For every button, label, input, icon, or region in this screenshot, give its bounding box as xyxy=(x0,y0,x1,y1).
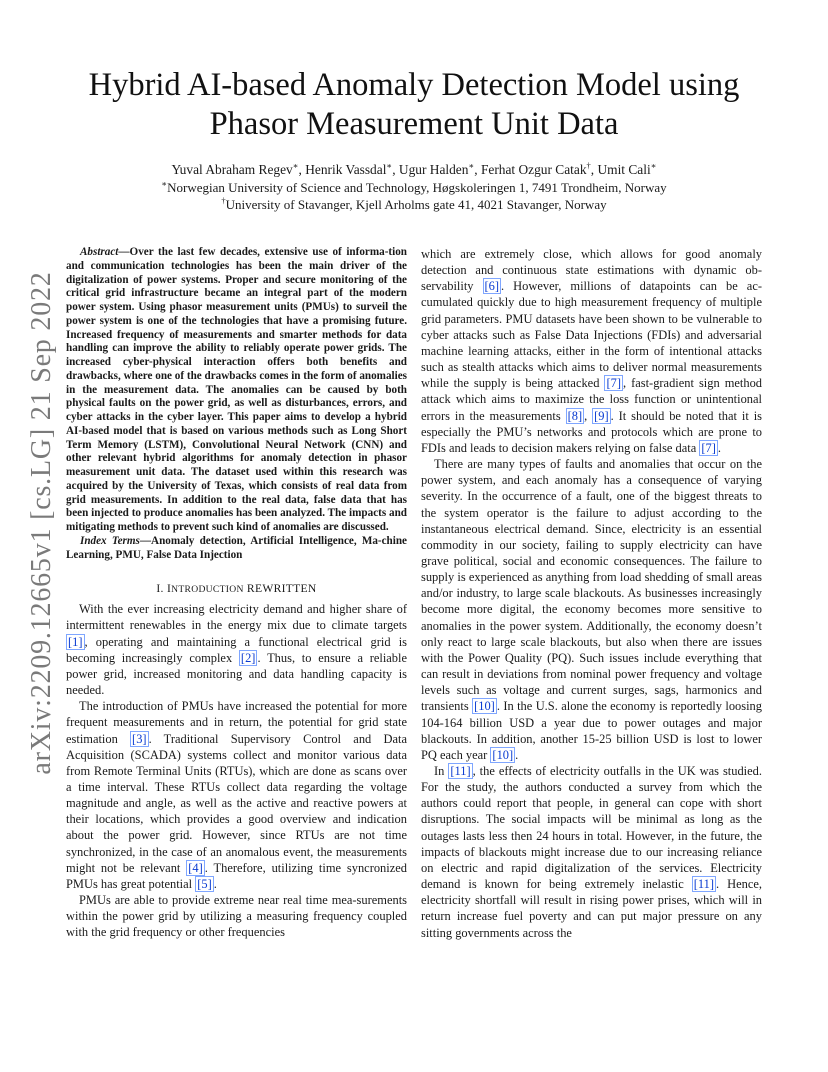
citation-link[interactable]: [3] xyxy=(132,731,147,746)
text-run: . Thus, to ensure a reliable power grid, increased monitoring and data handling capacity is needed. xyxy=(66,650,407,698)
text-run: , operating and maintaining a functional electrical grid is becoming increasingly complex xyxy=(66,634,407,665)
title-line-2: Phasor Measurement Unit Data xyxy=(209,106,619,142)
text-run: The introduction of PMUs have increased the potential for more frequent measurements and in return, the potential for grid state estimation xyxy=(66,699,407,746)
author-name: Ferhat Ozgur Catak xyxy=(480,162,587,177)
text-run: . xyxy=(717,440,722,455)
affiliation-ntnu xyxy=(0,180,828,196)
citation-link[interactable]: [6] xyxy=(484,279,500,294)
affiliation-mark: ∗ xyxy=(468,160,475,171)
text-run: , the effects of electricity outfalls in the UK was studied. For the study, the authors conducted a survey from which the authors could report that people, in general can cope with short disruptions. The social impacts will be minimal as long as the outages lasts less then 24 hours in total. However, in the future, the impacts of blackouts might increase due to our increasing reliance on electric and rapid digitalization of the services. Electricity demand is known for being extremely inelastic xyxy=(421,764,762,892)
section-initial: I xyxy=(166,582,172,596)
author-name: Ugur Halden xyxy=(398,162,469,177)
text-run: . xyxy=(213,876,217,891)
affiliation-text: University of Stavanger, Kjell Arholms gate 41, 4021 Stavanger, Norway xyxy=(225,197,607,212)
citation-link[interactable]: [1] xyxy=(68,634,83,649)
affiliation-mark: † xyxy=(586,160,591,171)
text-run: . Hence, electricity shortfall will result in rising power prises, which will in return increase fuel poverty and can put major pressure on any sitting governments across the xyxy=(421,877,763,940)
abstract-text: —Over the last few decades, extensive use of informa-tion and communication technologies has been the main driver of the digitalization of power systems. Proper and secure monitoring of the critical grid infrastructure became an integral part of the modern power system. Using phasor measurement units (PMUs) to surveil the power system is one of the technologies that have a promising future. Increased frequency of measurements and smarter methods for data handling can improve the ability to reliably operate power grids. The increased cyber-physical interaction offers both benefits and drawbacks, where one of the drawbacks comes in the form of anomalies in the measurement data. The anomalies can be caused by both physical faults on the power grid, as well as disturbances, errors, and cyber attacks in the cyber layer. This paper aims to develop a hybrid AI-based model that is based on various methods such as Long Short Term Memory (LSTM), Convolutional Neural Network (CNN) and other relevant hybrid algorithms for anomaly detection in phasor measurement unit data. The dataset used within this research was acquired by the University of Texas, which consists of real data from grid measurements. In addition to the real data, false data that has been injected to produce anomalies has been analyzed. The impacts and mitigating methods to prevent such kind of anomalies are discussed. xyxy=(66,246,407,533)
citation-link[interactable]: [5] xyxy=(197,876,212,891)
index-terms-text: —Anomaly detection, Artificial Intelligence, Ma-chine Learning, PMU, False Data Injection xyxy=(66,534,407,561)
citation-link[interactable]: [10] xyxy=(492,747,514,762)
left-column xyxy=(66,246,407,941)
citation-link[interactable]: [11] xyxy=(450,764,471,778)
affiliation-uis xyxy=(0,197,828,213)
arxiv-identifier-text: arXiv:2209.12665v1 [cs.LG] 21 Sep 2022 xyxy=(26,271,57,775)
intro-paragraph-3: PMUs are able to provide extreme near real time mea-surements within the power grid by utilizing a measuring frequency coupled with the grid frequency or other frequencies xyxy=(66,893,407,940)
citation-link[interactable]: [9] xyxy=(594,408,609,423)
index-terms xyxy=(66,535,407,563)
section-tail: REWRITTEN xyxy=(246,582,317,596)
arxiv-identifier xyxy=(24,271,60,775)
text-run: . However, millions of datapoints can be ac-cumulated quickly due to high measurement frequency of multiple grid parameters. PMU datasets have been shown to be vulnerable to cyber attacks such as False Data Injections (FDIs) and adversarial machine learning attacks, either in the form of intentional attacks such as stealth attacks which aims to deliver normal measurements while the supply is being attacked xyxy=(421,279,762,391)
citation-link[interactable]: [8] xyxy=(567,408,583,423)
citation-link[interactable]: [7] xyxy=(701,440,716,455)
intro-paragraph-4 xyxy=(421,456,762,763)
abstract-label: Abstract xyxy=(80,246,119,258)
text-run: With the ever increasing electricity demand and higher share of intermittent renewables in the energy mix due to climate targets xyxy=(66,602,407,633)
author-list: Yuval Abraham Regev∗, Henrik Vassdal∗, Ugur Halden∗, Ferhat Ozgur Catak†, Umit Cali∗ xyxy=(171,160,657,177)
intro-paragraph-1 xyxy=(66,601,407,698)
author-name: Henrik Vassdal xyxy=(305,162,387,177)
text-run: In xyxy=(434,764,449,778)
index-terms-label: Index Terms xyxy=(80,534,140,547)
affiliation-mark: ∗ xyxy=(386,160,393,171)
affiliation-text: Norwegian University of Science and Technology, Høgskoleringen 1, 7491 Trondheim, Norway xyxy=(167,180,667,195)
paper-title xyxy=(0,66,828,144)
citation-link[interactable]: [11] xyxy=(693,877,715,892)
intro-paragraph-5 xyxy=(421,763,762,941)
text-run: . It should be noted that it is especially the PMU’s networks and protocols which are prone to FDIs and leads to decision makers relying on false data xyxy=(421,408,762,455)
section-number: I. xyxy=(156,582,164,596)
citation-link[interactable]: [2] xyxy=(240,650,256,665)
intro-paragraph-2 xyxy=(66,698,407,892)
abstract xyxy=(66,246,407,535)
section-heading xyxy=(66,582,407,597)
text-run: There are many types of faults and anomalies that occur on the power system, and each anomaly has a consequence of varying severity. In the occurrence of a fault, one of the biggest threats to the system operator is the failure to adjust according to the instantaneous electrical demand. Since, electricity is an essential commodity in our society, failing to supply electricity can have grave political, social and economic consequences. The failure to supply is experienced as anything from load shedding of small areas and/or industry, to large scale blackouts. As businesses increasingly become more digital, the economy becomes more sensitive to anomalies in the power system. Additionally, the economy doesn’t only react to large scale blackouts, but also when there are issues with the Power Quality (PQ). Such issues include everything that can result in deviations from nominal power frequency and voltage levels such as voltage and current surges, sags, harmonics and transients xyxy=(421,457,762,714)
text-run: , fast-gradient sign method attack which aims to maximize the loss function or unintentional errors in the measurements xyxy=(421,376,763,423)
citation-link[interactable]: [4] xyxy=(188,860,203,875)
affiliation-mark: † xyxy=(221,195,226,206)
section-smallcaps: NTRODUCTION xyxy=(171,584,244,596)
right-column xyxy=(421,246,762,941)
citation-link[interactable]: [7] xyxy=(606,376,621,391)
affiliation-mark: ∗ xyxy=(161,178,168,189)
title-line-1: Hybrid AI-based Anomaly Detection Model using xyxy=(88,67,740,103)
text-run: . Therefore, utilizing time syncronized PMUs has great potential xyxy=(66,860,407,891)
text-run: which are extremely close, which allows for good anomaly detection and continuous state estimations with dynamic ob-servability xyxy=(421,247,762,294)
text-run: , xyxy=(584,408,593,423)
text-run: . xyxy=(515,747,519,762)
author-name: Umit Cali xyxy=(597,162,651,177)
text-run: . In the U.S. alone the economy is reportedly loosing 104-164 billion USD a year due to power outages and major blackouts. In addition, another 15-25 billion USD is lost to lower PQ each year xyxy=(421,699,762,762)
affiliation-mark: ∗ xyxy=(650,160,657,171)
author-name: Yuval Abraham Regev xyxy=(171,162,293,177)
intro-paragraph-3-cont xyxy=(421,246,762,456)
text-run: . Traditional Supervisory Control and Data Acquisition (SCADA) systems collect and monitor various data from Remote Terminal Units (RTUs), which are done as scans over a time interval. These RTUs collect data regarding the voltage magnitude and angle, as well as the active and reactive powers at their locations, which provides a good overview and indication about the power grid. However, since RTUs are not time synchronized, in the case of an anomalous event, the measurements might not be relevant xyxy=(66,731,407,875)
citation-link[interactable]: [10] xyxy=(474,699,495,714)
affiliation-mark: ∗ xyxy=(292,160,299,171)
